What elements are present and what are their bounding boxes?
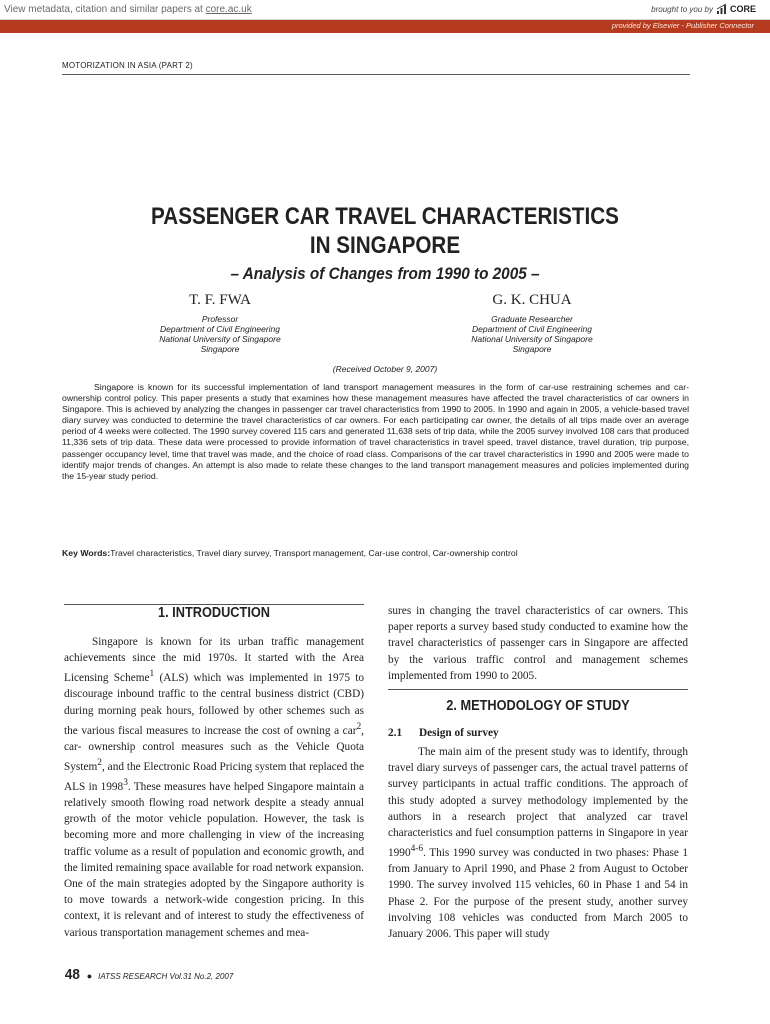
core-logo-text: CORE: [729, 4, 756, 14]
author-city: Singapore: [512, 344, 552, 354]
bullet-icon: ●: [86, 971, 93, 981]
author-department: Department of Civil Engineering: [471, 324, 592, 334]
journal-citation: IATSS RESEARCH Vol.31 No.2, 2007: [98, 972, 234, 981]
brought-by-text: brought to you by: [651, 4, 713, 14]
author-role: Graduate Researcher: [491, 314, 573, 324]
core-link-site[interactable]: core.ac.uk: [205, 4, 252, 15]
author-name: G. K. CHUA: [492, 292, 572, 308]
body-text: Singapore is known for its urban traffic management achievements since the mid 1970s. It started with the Area Licensing Scheme: [64, 636, 364, 685]
paper-subtitle: – Analysis of Changes from 1990 to 2005 –: [230, 264, 540, 283]
body-text: , and the Electronic Road Pricing system that replaced the ALS in 1998: [64, 760, 364, 793]
reference-marker: 1: [149, 669, 155, 680]
core-banner-top: [0, 0, 770, 20]
author-university: National University of Singapore: [159, 334, 281, 344]
section-heading: 1. INTRODUCTION: [157, 605, 271, 621]
author-city: Singapore: [200, 344, 240, 354]
keywords-label: Key Words:: [62, 548, 111, 558]
subsection-title: Design of survey: [419, 727, 499, 739]
received-date: (Received October 9, 2007): [332, 364, 438, 374]
abstract: Singapore is known for its successful implementation of land transport management measures in the form of car-use restraining schemes and car-ownership control policy. This paper presents a study that examines how these management measures have affected the travel characteristics of car owners in Singapore. This is achieved by analyzing the changes in passenger car travel characteristics from 1990 to 2005. In 1990 and again in 2005, a vehicle-based travel diary survey was conducted to determine the travel characteristics of car owners. For each participating car owner, the details of all trips made over an average period of 4 weeks were collected. The 1990 survey covered 115 cars and generated 11,638 sets of trip data, while the 2005 survey involved 108 cars that produced 11,336 sets of trip data. These data were processed to provide information of travel characteristics in travel speed, travel distance, travel duration, trip purpose, passenger occupancy level, time that travel was made, and the choice of road class. Comparisons of the car travel characteristics in 1990 and 2005 were made to identify major trends of changes. An attempt is also made to relate these changes to the land transport management measures and policies implemented during the 15-year study period.: [62, 382, 689, 481]
reference-marker: 3: [123, 777, 128, 788]
author-block: [100, 292, 340, 354]
page-number: 48: [64, 966, 80, 983]
body-text: (ALS) which was implemented in 1975 to discourage inbound traffic to the central business district (CBD) during morning peak hours, followed by other schemes such as the various fiscal measures to increase the cost of owning a car: [64, 672, 364, 737]
author-block: [412, 292, 652, 354]
author-affiliation: [100, 314, 340, 354]
section-heading: 2. METHODOLOGY OF STUDY: [446, 698, 630, 714]
core-metadata-link[interactable]: [4, 4, 252, 15]
section-rule: [388, 689, 688, 690]
core-link-text[interactable]: View metadata, citation and similar papers at: [4, 4, 206, 15]
reference-marker: 2: [356, 721, 362, 732]
core-logo-icon: [716, 3, 728, 15]
section-body: [388, 744, 688, 942]
subsection-number: 2.1: [388, 727, 403, 739]
body-text: . These measures have helped Singapore maintain a relatively smooth flowing road network despite a steady annual growth of the motor vehicle population. However, the task is becoming more and more challenging in view of the increasing traffic volume as a result of population and economic growth, and the limited remaining space available for road network expansion. One of the main strategies adopted by the Singapore authority is to move towards a network-wide congestion pricing. In this context, it is relevant and of interest to study the effectiveness of various transportation management schemes and mea-: [64, 780, 364, 939]
author-university: National University of Singapore: [471, 334, 593, 344]
page-footer: [64, 966, 233, 983]
subsection-heading: [388, 727, 499, 739]
body-text: , car- ownership control measures such as the Vehicle Quota System: [64, 724, 364, 773]
author-affiliation: [412, 314, 652, 354]
keywords-list: Travel characteristics, Travel diary survey, Transport management, Car-use control, Car-ownership control: [110, 548, 518, 558]
core-banner: [0, 0, 770, 33]
author-department: Department of Civil Engineering: [159, 324, 280, 334]
body-text: The main aim of the present study was to identify, through travel diary surveys of passenger cars, the actual travel patterns of survey participants in actual traffic conditions. The approach of this study adopted a survey methodology implemented by the authors in a research project that analyzed car travel characteristics and fuel consumption patterns in Singapore in year 1990: [388, 746, 688, 859]
paper-title-line2: IN SINGAPORE: [309, 232, 461, 259]
core-brought-by: [651, 3, 756, 15]
running-header: MOTORIZATION IN ASIA (PART 2): [62, 61, 193, 70]
reference-marker: 4-6: [410, 844, 424, 855]
author-role: Professor: [201, 314, 239, 324]
core-logo[interactable]: [716, 3, 756, 15]
section-body: [64, 634, 364, 941]
reference-marker: 2: [97, 757, 102, 768]
section-body-continued: sures in changing the travel characteristics of car owners. This paper reports a survey based study conducted to examine how the travel characteristics of passenger cars in Singapore are affected by the various traffic control and management schemes implemented from 1990 to 2005.: [388, 605, 688, 682]
author-name: T. F. FWA: [189, 292, 251, 308]
header-rule: [62, 74, 690, 75]
body-text: . This 1990 survey was conducted in two phases: Phase 1 from January to April 1990, and Phase 2 from August to October 1990. The survey involved 115 vehicles, 60 in Phase 1 and 54 in Phase 2. For the purpose of the present study, another survey involving 108 vehicles was conducted from March 2005 to January 2006. This paper will study: [388, 846, 688, 940]
paper-title-line1: PASSENGER CAR TRAVEL CHARACTERISTICS: [151, 203, 619, 230]
core-provided-by[interactable]: provided by Elsevier - Publisher Connector: [611, 21, 754, 30]
keywords: [62, 548, 689, 558]
